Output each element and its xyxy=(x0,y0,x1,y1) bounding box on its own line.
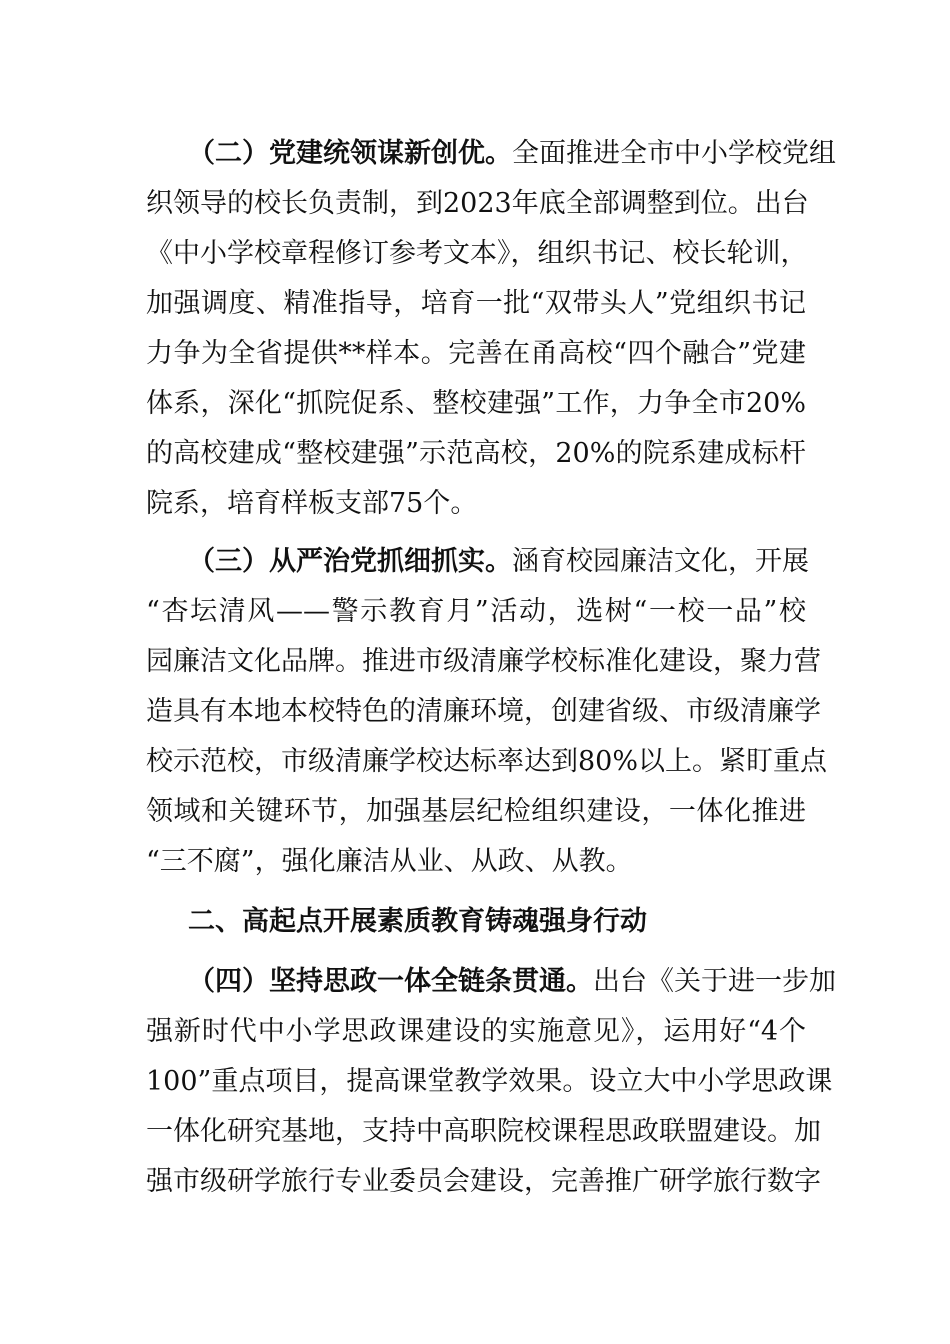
paragraph-line: 强新时代中小学思政课建设的实施意见》，运用好“4个 xyxy=(146,1016,806,1047)
paragraph-line: （三）从严治党抓细抓实。涵育校园廉洁文化，开展 xyxy=(188,546,809,577)
paragraph-line: 一体化研究基地，支持中高职院校课程思政联盟建设。加 xyxy=(146,1116,821,1147)
paragraph-line: 领域和关键环节，加强基层纪检组织建设，一体化推进 xyxy=(146,796,806,827)
section-lead: （四）坚持思政一体全链条贯通。 xyxy=(188,966,593,997)
paragraph-line: 园廉洁文化品牌。推进市级清廉学校标准化建设，聚力营 xyxy=(146,646,821,677)
paragraph-line: 《中小学校章程修订参考文本》，组织书记、校长轮训， xyxy=(146,238,808,269)
paragraph-line: “三不腐”，强化廉洁从业、从政、从教。 xyxy=(146,846,633,877)
paragraph-line: 力争为全省提供**样本。完善在甬高校“四个融合”党建 xyxy=(146,338,806,369)
paragraph-line: 加强调度、精准指导，培育一批“双带头人”党组织书记 xyxy=(146,288,806,319)
paragraph-line: 的高校建成“整校建强”示范高校，20%的院系建成标杆 xyxy=(146,438,806,469)
paragraph-line: 院系，培育样板支部75个。 xyxy=(146,488,478,519)
paragraph-line: 造具有本地本校特色的清廉环境，创建省级、市级清廉学 xyxy=(146,696,821,727)
paragraph-line: 校示范校，市级清廉学校达标率达到80%以上。紧盯重点 xyxy=(146,746,828,777)
section-lead: （三）从严治党抓细抓实。 xyxy=(188,546,512,577)
paragraph-line: 体系，深化“抓院促系、整校建强”工作，力争全市20% xyxy=(146,388,806,419)
paragraph-line: （二）党建统领谋新创优。全面推进全市中小学校党组 xyxy=(188,138,836,169)
paragraph-line: “杏坛清风——警示教育月”活动，选树“一校一品”校 xyxy=(146,596,806,627)
paragraph-line: （四）坚持思政一体全链条贯通。出台《关于进一步加 xyxy=(188,966,836,997)
paragraph-line: 100”重点项目，提高课堂教学效果。设立大中小学思政课 xyxy=(146,1066,833,1097)
section-lead: （二）党建统领谋新创优。 xyxy=(188,138,512,169)
paragraph-line: 强市级研学旅行专业委员会建设，完善推广研学旅行数字 xyxy=(146,1166,821,1197)
paragraph-line: 织领导的校长负责制，到2023年底全部调整到位。出台 xyxy=(146,188,809,219)
section-heading: 二、高起点开展素质教育铸魂强身行动 xyxy=(188,906,647,937)
